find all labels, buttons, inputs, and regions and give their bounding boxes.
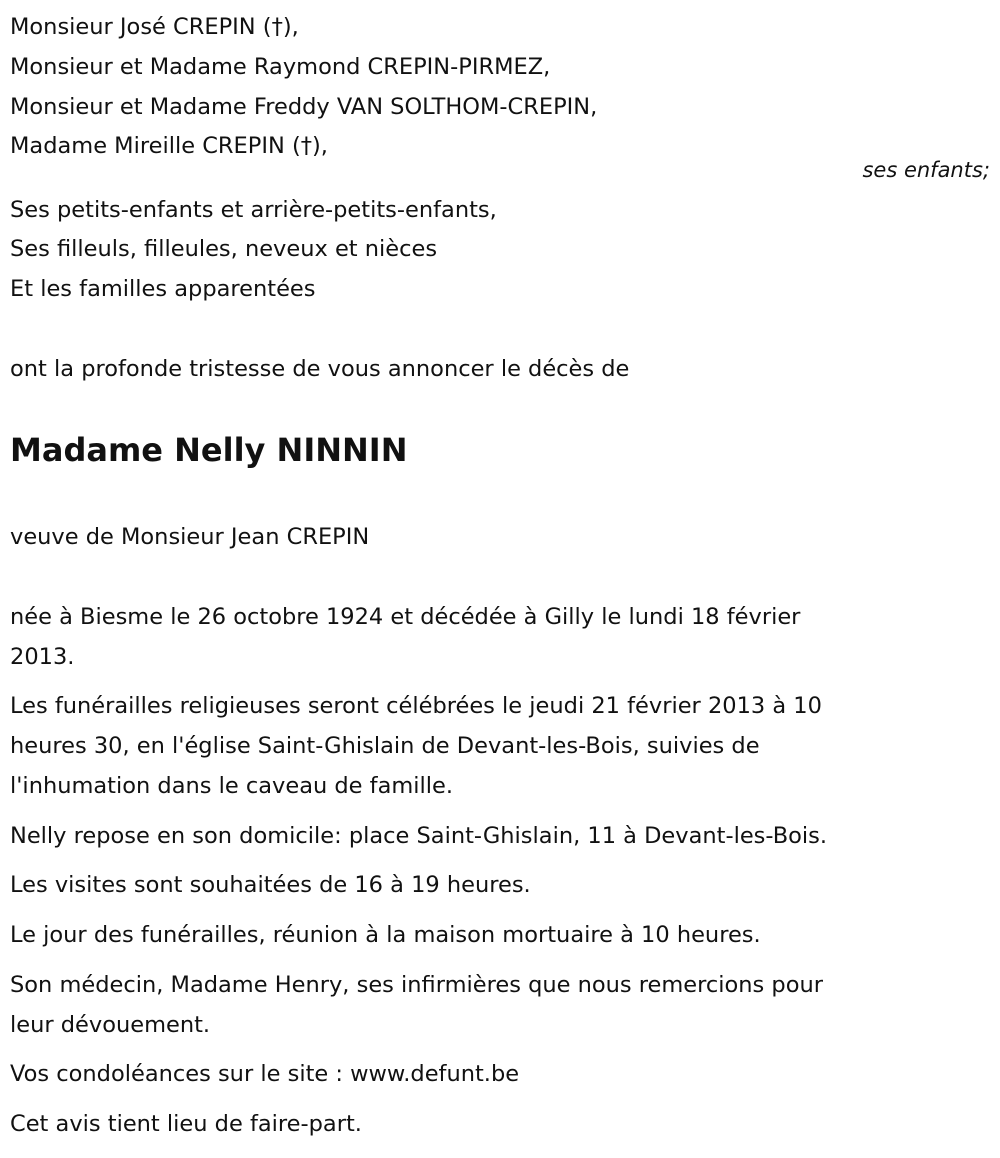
detail-line: Son médecin, Madame Henry, ses infirmières que nous remercions pour xyxy=(10,972,823,998)
family-line: Et les familles apparentées xyxy=(10,276,316,302)
detail-line: Cet avis tient lieu de faire-part. xyxy=(10,1111,362,1137)
child-line: Monsieur José CREPIN (†), xyxy=(10,14,299,40)
announcement: ont la profonde tristesse de vous annoncer le décès de xyxy=(10,356,630,382)
detail-line: l'inhumation dans le caveau de famille. xyxy=(10,773,454,799)
detail-line: Les funérailles religieuses seront célébrées le jeudi 21 février 2013 à 10 xyxy=(10,693,822,719)
family-line: Ses petits-enfants et arrière-petits-enfants, xyxy=(10,197,497,223)
condolences-line: Vos condoléances sur le site : www.defunt.be xyxy=(10,1061,520,1087)
children-label: ses enfants; xyxy=(862,158,990,182)
deceased-name: Madame Nelly NINNIN xyxy=(10,431,408,469)
family-line: Ses filleuls, filleules, neveux et nièces xyxy=(10,236,438,262)
detail-line: née à Biesme le 26 octobre 1924 et décédée à Gilly le lundi 18 février xyxy=(10,604,801,630)
child-line: Monsieur et Madame Raymond CREPIN-PIRMEZ, xyxy=(10,54,551,80)
detail-line: Le jour des funérailles, réunion à la maison mortuaire à 10 heures. xyxy=(10,922,761,948)
detail-line: 2013. xyxy=(10,644,75,670)
widow-of: veuve de Monsieur Jean CREPIN xyxy=(10,524,370,550)
detail-line: leur dévouement. xyxy=(10,1012,211,1038)
detail-line: Les visites sont souhaitées de 16 à 19 heures. xyxy=(10,872,531,898)
child-line: Monsieur et Madame Freddy VAN SOLTHOM-CREPIN, xyxy=(10,94,598,120)
detail-line: heures 30, en l'église Saint-Ghislain de Devant-les-Bois, suivies de xyxy=(10,733,760,759)
detail-line: Nelly repose en son domicile: place Saint-Ghislain, 11 à Devant-les-Bois. xyxy=(10,823,828,849)
child-line: Madame Mireille CREPIN (†), xyxy=(10,133,328,159)
